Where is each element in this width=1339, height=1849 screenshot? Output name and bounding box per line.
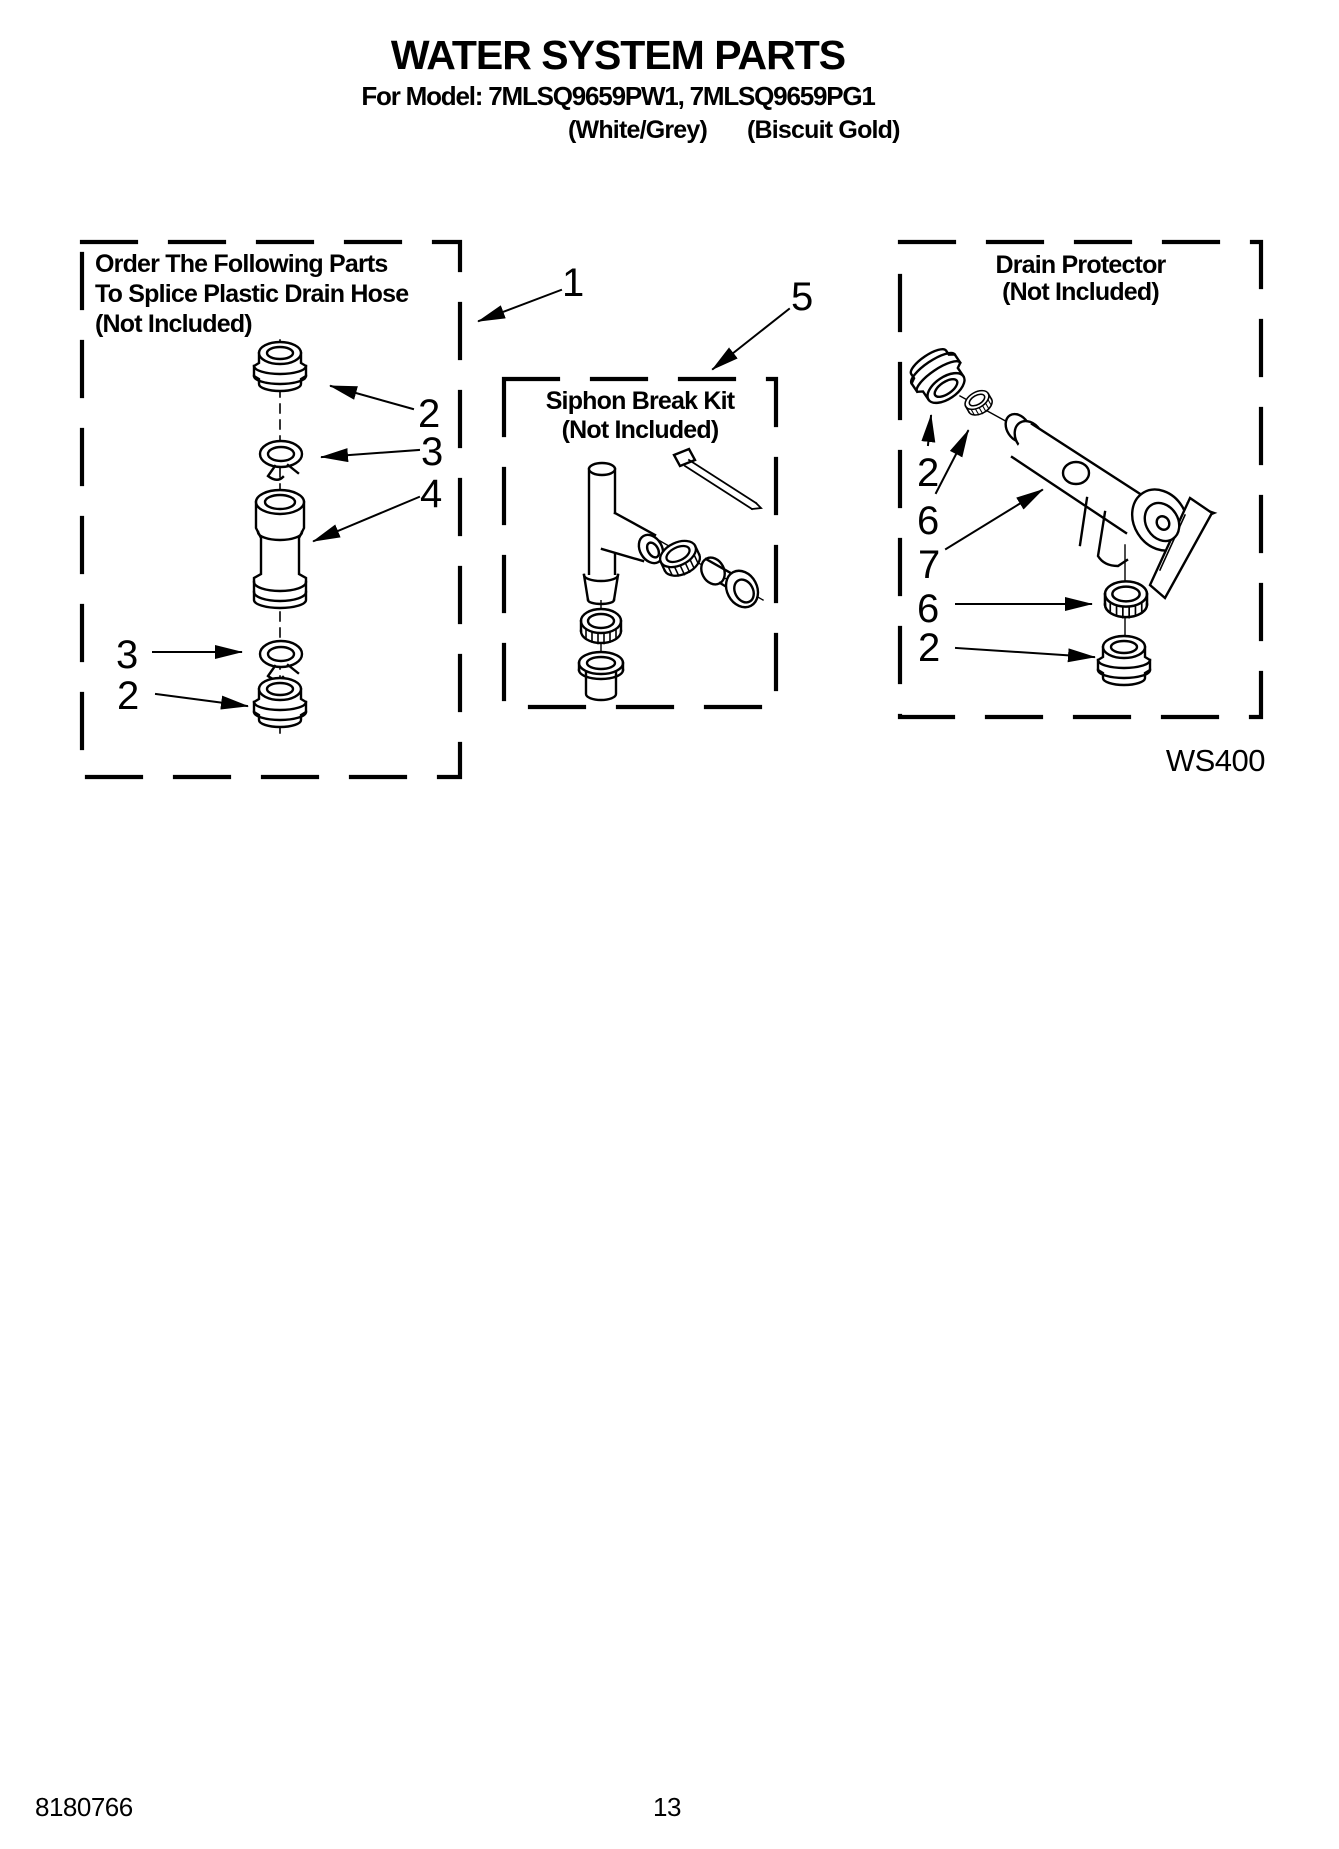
part-callout-2d: 2 xyxy=(918,626,941,670)
part-callout-7: 7 xyxy=(918,543,941,587)
part-callout-2b: 2 xyxy=(117,674,140,718)
splice-heading-line1: Order The Following Parts xyxy=(95,250,388,278)
drain-heading-line2: (Not Included) xyxy=(1002,278,1159,306)
part-callout-4: 4 xyxy=(420,472,443,516)
splice-box-heading xyxy=(95,249,408,339)
document-number: 8180766 xyxy=(35,1792,133,1822)
siphon-heading-line2: (Not Included) xyxy=(561,416,719,444)
page-number: 13 xyxy=(653,1792,681,1822)
splice-parts-drawing xyxy=(254,340,306,735)
siphon-kit-drawing xyxy=(579,449,764,700)
part-callout-2a: 2 xyxy=(418,392,441,436)
color-variant-left: (White/Grey) xyxy=(568,116,708,144)
diagram-code: WS400 xyxy=(1165,743,1265,778)
page-title: WATER SYSTEM PARTS xyxy=(390,32,846,78)
part-callout-6a: 6 xyxy=(917,499,940,543)
splice-heading-line3: (Not Included) xyxy=(95,310,252,338)
part-callout-5: 5 xyxy=(791,275,814,319)
part-callout-3a: 3 xyxy=(421,430,444,474)
part-callout-1: 1 xyxy=(562,261,585,305)
siphon-box-heading xyxy=(504,387,776,445)
drain-heading-line1: Drain Protector xyxy=(995,251,1166,279)
drain-box-heading xyxy=(900,252,1261,306)
part-callout-3b: 3 xyxy=(116,633,139,677)
siphon-heading-line1: Siphon Break Kit xyxy=(545,387,735,415)
part-callout-6b: 6 xyxy=(917,587,940,631)
model-line: For Model: 7MLSQ9659PW1, 7MLSQ9659PG1 xyxy=(361,81,875,111)
splice-heading-line2: To Splice Plastic Drain Hose xyxy=(95,280,409,308)
color-variant-right: (Biscuit Gold) xyxy=(747,116,900,144)
part-callout-2c: 2 xyxy=(917,451,940,495)
drain-protector-drawing xyxy=(903,342,1214,685)
